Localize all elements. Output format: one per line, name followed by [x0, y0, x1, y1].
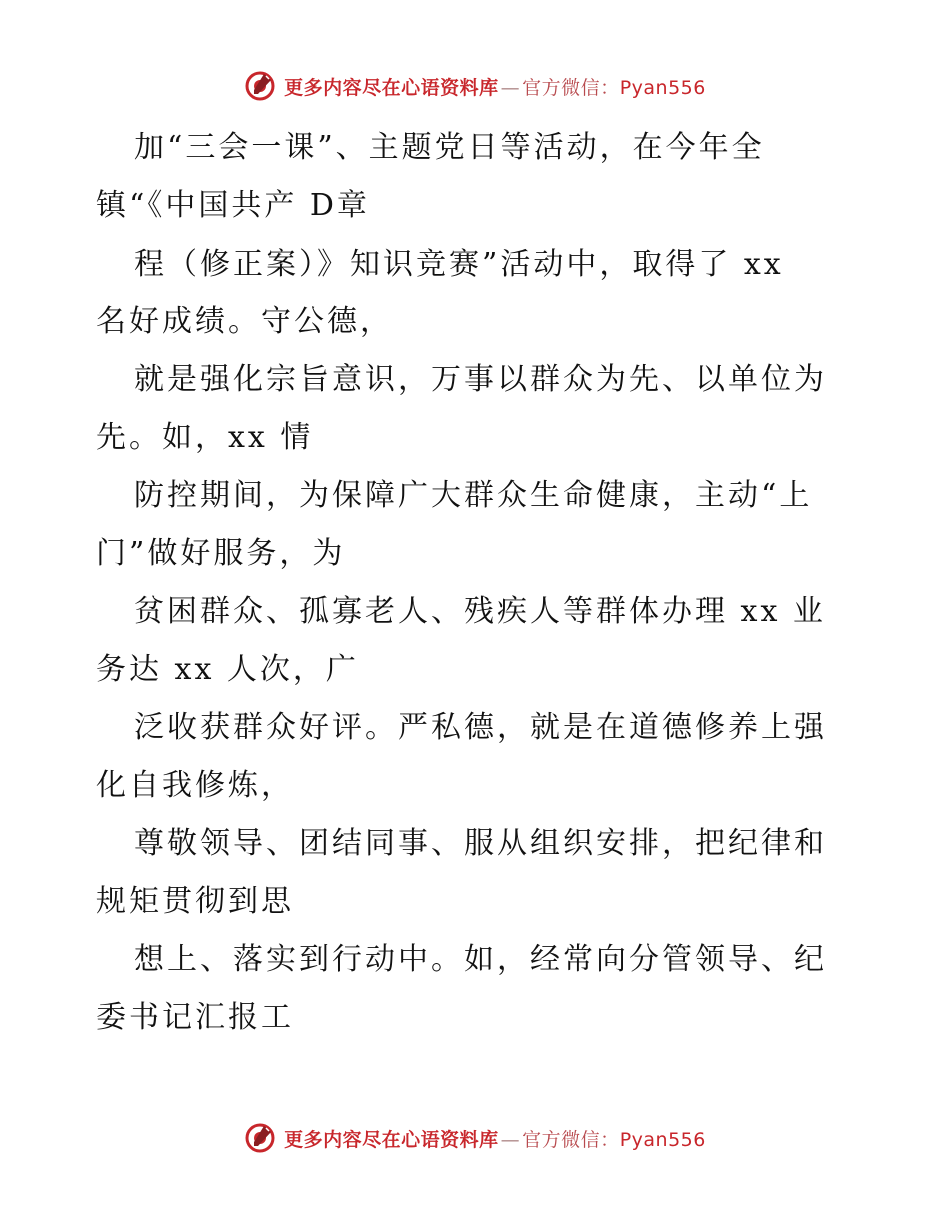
logo-icon: [244, 1122, 276, 1154]
text-line-4: 名好成绩。守公德，: [96, 304, 393, 339]
text-line-12: 化自我修炼，: [96, 768, 294, 803]
text-line-13: 尊敬领导、团结同事、服从组织安排，把纪律和: [134, 826, 827, 861]
watermark-sub-text: 官方微信：: [522, 76, 620, 99]
watermark-id: Pyan556: [619, 1128, 706, 1151]
text-line-6: 先。如，xx 情: [96, 420, 314, 455]
text-line-2: 镇“《中国共产 D章: [96, 188, 370, 223]
text-line-14: 规矩贯彻到思: [96, 884, 294, 919]
watermark-id: Pyan556: [619, 76, 706, 99]
watermark-main-text: 更多内容尽在心语资料库: [284, 1128, 499, 1151]
watermark-text: [284, 1125, 706, 1152]
text-line-7: 防控期间，为保障广大群众生命健康，主动“上: [134, 478, 813, 513]
watermark-sub-text: 官方微信：: [522, 1128, 620, 1151]
text-line-11: 泛收获群众好评。严私德，就是在道德修养上强: [134, 710, 827, 745]
text-line-1: 加“三会一课”、主题党日等活动，在今年全: [134, 130, 765, 165]
watermark-dash: —: [500, 1128, 521, 1151]
text-line-10: 务达 xx 人次，广: [96, 652, 359, 687]
text-line-15: 想上、落实到行动中。如，经常向分管领导、纪: [134, 942, 827, 977]
footer-watermark: [0, 1122, 950, 1154]
text-line-8: 门”做好服务，为: [96, 536, 346, 571]
text-line-16: 委书记汇报工: [96, 1000, 294, 1035]
text-line-3: 程（修正案）》知识竞赛”活动中，取得了 xx: [134, 247, 784, 282]
text-line-9: 贫困群众、孤寡老人、残疾人等群体办理 xx 业: [134, 594, 826, 629]
watermark-dash: —: [500, 76, 521, 99]
watermark-main-text: 更多内容尽在心语资料库: [284, 76, 499, 99]
text-line-5: 就是强化宗旨意识，万事以群众为先、以单位为: [134, 362, 827, 397]
